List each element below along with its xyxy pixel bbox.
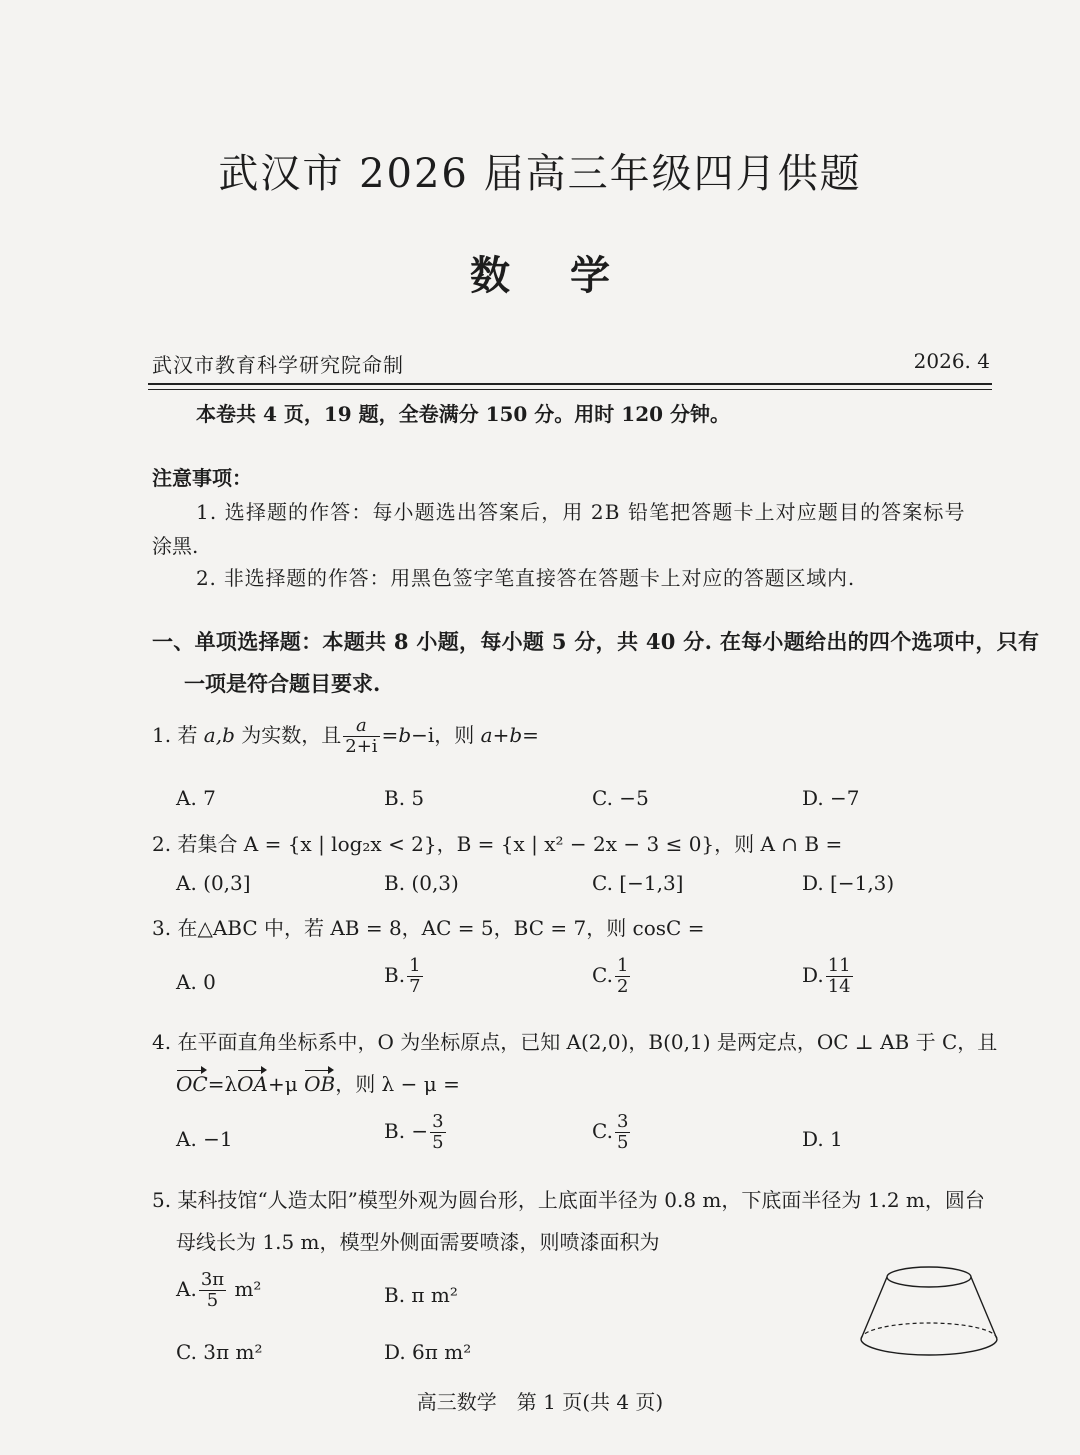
frustum-top-ellipse bbox=[887, 1267, 971, 1287]
frustum-bottom-back bbox=[861, 1323, 997, 1339]
q5-option-b: B. π m² bbox=[384, 1283, 458, 1307]
q1-option-a: A. 7 bbox=[176, 786, 216, 810]
subject-title bbox=[0, 244, 1080, 301]
notice-item-1: 1. 选择题的作答：每小题选出答案后，用 2B 铅笔把答题卡上对应题目的答案标号 bbox=[196, 500, 966, 524]
publisher: 武汉市教育科学研究院命制 bbox=[152, 353, 404, 377]
page-footer: 高三数学 第 1 页(共 4 页) bbox=[416, 1390, 664, 1414]
q1-option-d: D. −7 bbox=[802, 786, 860, 810]
notice-heading: 注意事项： bbox=[152, 466, 252, 490]
header-divider-thin bbox=[148, 389, 992, 390]
exam-title: 武汉市 2026 届高三年级四月供题 bbox=[218, 151, 862, 197]
q1-fraction: $\frac{a}{2+i}$ bbox=[345, 715, 378, 757]
section-heading-cont: 一项是符合题目要求. bbox=[184, 671, 381, 696]
question-2: 2. 若集合 A = {x | log₂x < 2}，B = {x | x² − 2x − 3 ≤ 0}，则 A ∩ B = bbox=[152, 832, 843, 856]
q5-option-a: A. $\frac{3\pi}{5}$ m² bbox=[176, 1269, 262, 1311]
q2-option-a: A. (0,3] bbox=[176, 871, 251, 895]
q4-option-d: D. 1 bbox=[802, 1127, 843, 1151]
frustum-diagram bbox=[858, 1263, 1000, 1363]
vector-oc: OC bbox=[176, 1072, 208, 1096]
q2-option-b: B. (0,3) bbox=[384, 871, 459, 895]
notice-item-1-cont: 涂黑. bbox=[152, 534, 199, 558]
q5-option-d: D. 6π m² bbox=[384, 1340, 472, 1364]
q3-option-d: D. $\frac{11}{14}$ bbox=[802, 955, 851, 997]
q4-option-c: C. $\frac{3}{5}$ bbox=[592, 1111, 629, 1153]
notice-item-2: 2. 非选择题的作答：用黑色签字笔直接答在答题卡上对应的答题区域内. bbox=[196, 566, 855, 590]
vector-ob: OB bbox=[304, 1072, 336, 1096]
exam-date: 2026. 4 bbox=[913, 349, 990, 373]
question-3: 3. 在△ABC 中，若 AB = 8，AC = 5，BC = 7，则 cosC = bbox=[152, 916, 705, 940]
subject-char-2: 学 bbox=[570, 252, 610, 299]
q3-option-b: B. $\frac{1}{7}$ bbox=[384, 955, 421, 997]
vector-oa: OA bbox=[237, 1072, 268, 1096]
question-5-cont: 母线长为 1.5 m，模型外侧面需要喷漆，则喷漆面积为 bbox=[176, 1230, 660, 1254]
section-heading: 一、单项选择题：本题共 8 小题，每小题 5 分，共 40 分. 在每小题给出的四个选项中，只有 bbox=[152, 629, 1040, 654]
q4-option-b: B. − $\frac{3}{5}$ bbox=[384, 1111, 444, 1153]
q3-option-c: C. $\frac{1}{2}$ bbox=[592, 955, 629, 997]
frustum-bottom-front bbox=[861, 1339, 997, 1355]
question-5: 5. 某科技馆“人造太阳”模型外观为圆台形，上底面半径为 0.8 m，下底面半径为 1.2 m，圆台 bbox=[152, 1188, 985, 1212]
q1-option-c: C. −5 bbox=[592, 786, 649, 810]
q2-option-c: C. [−1,3] bbox=[592, 871, 684, 895]
q5-option-c: C. 3π m² bbox=[176, 1340, 263, 1364]
header-divider bbox=[148, 383, 992, 385]
question-4: 4. 在平面直角坐标系中，O 为坐标原点，已知 A(2,0)，B(0,1) 是两定点，OC ⊥ AB 于 C，且 bbox=[152, 1030, 998, 1054]
q2-option-d: D. [−1,3) bbox=[802, 871, 895, 895]
q4-option-a: A. −1 bbox=[176, 1127, 233, 1151]
q3-option-a: A. 0 bbox=[176, 970, 216, 994]
question-4-cont: OC=λOA+μ OB，则 λ − μ = bbox=[176, 1072, 460, 1096]
q1-option-b: B. 5 bbox=[384, 786, 425, 810]
exam-intro: 本卷共 4 页，19 题，全卷满分 150 分。用时 120 分钟。 bbox=[196, 402, 730, 426]
subject-char-1: 数 bbox=[470, 252, 510, 299]
question-1: 1. 若 a,b 为实数，且 $\frac{a}{2+i}$ =b−i，则 a+b= bbox=[152, 715, 539, 757]
